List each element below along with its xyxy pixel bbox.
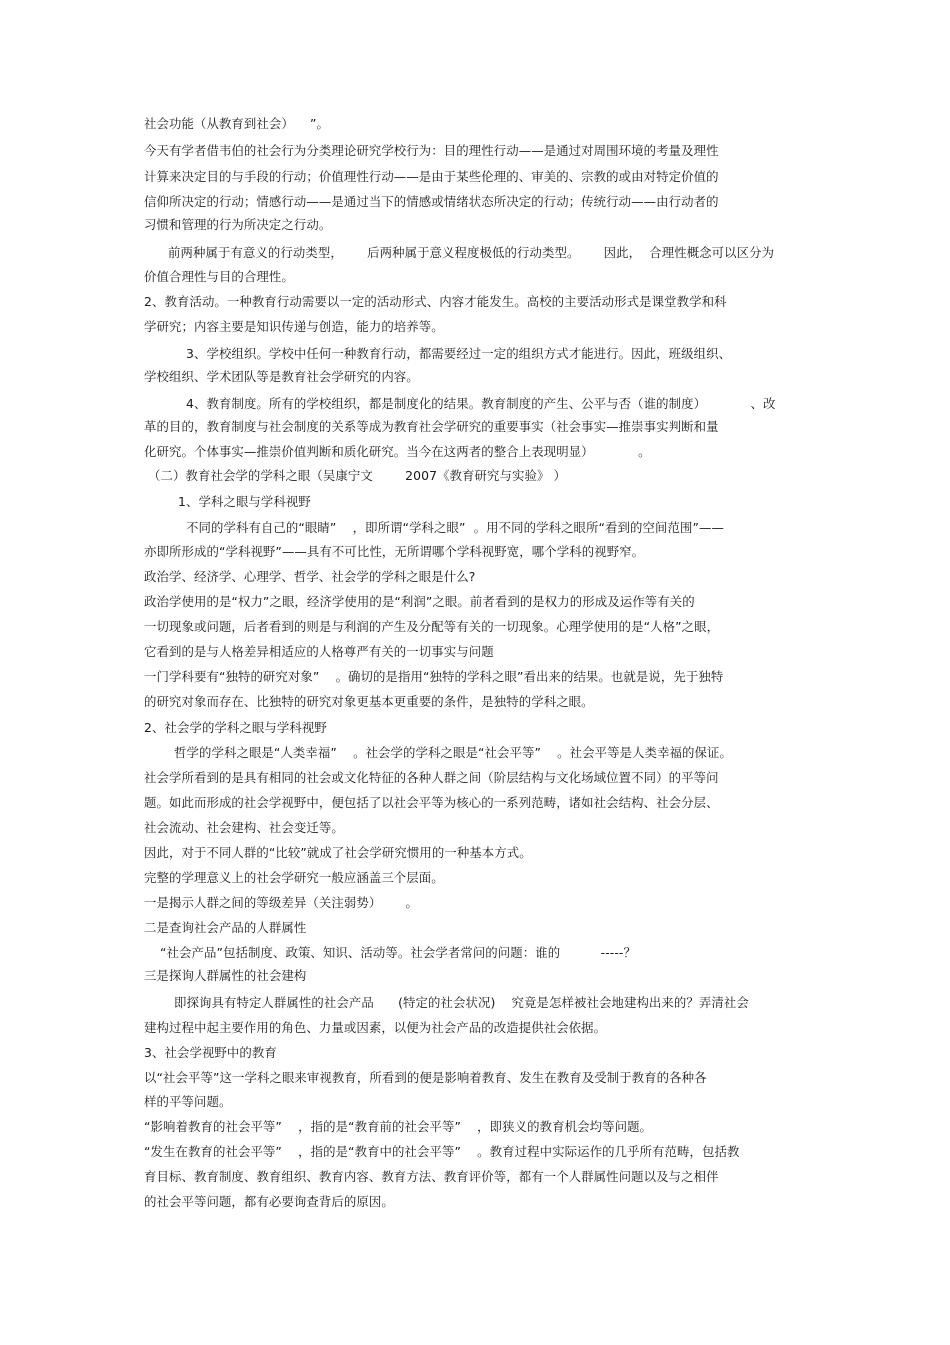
text-line: 不同的学科有自己的“眼睛” ，即所谓“学科之眼” 。用不同的学科之眼所“看到的空间范围”—— — [186, 520, 724, 535]
text-line: 亦即所形成的“学科视野”——具有不可比性，无所谓哪个学科视野宽，哪个学科的视野窄。 — [144, 544, 645, 559]
text-line: 学研究；内容主要是知识传递与创造，能力的培养等。 — [144, 319, 444, 334]
text-line: 题。如此而形成的社会学视野中，便包括了以社会平等为核心的一系列范畴，诸如社会结构、社会分层、 — [144, 795, 719, 810]
text-line: 社会功能（从教育到社会） ”。 — [144, 116, 330, 131]
text-line: 三是探询人群属性的社会建构 — [144, 968, 307, 983]
text-line: 今天有学者借韦伯的社会行为分类理论研究学校行为：目的理性行动——是通过对周围环境的考量及理性 — [144, 143, 719, 158]
text-line: 一是揭示人群之间的等级差异（关注弱势） 。 — [144, 895, 419, 910]
text-line: 政治学使用的是“权力”之眼，经济学使用的是“利润”之眼。前者看到的是权力的形成及运作等有关的 — [144, 594, 695, 609]
subsection-heading: 2、社会学的学科之眼与学科视野 — [144, 720, 327, 735]
text-line: 信仰所决定的行动；情感行动——是通过当下的情感或情绪状态所决定的行动；传统行动——由行动者的 — [144, 194, 719, 209]
text-line: 2、教育活动。一种教育行动需要以一定的活动形式、内容才能发生。高校的主要活动形式是课堂教学和科 — [144, 294, 727, 309]
text-line: 社会流动、社会建构、社会变迁等。 — [144, 820, 344, 835]
text-line: 的研究对象而存在、比独特的研究对象更基本更重要的条件，是独特的学科之眼。 — [144, 694, 594, 709]
text-line: 完整的学理意义上的社会学研究一般应涵盖三个层面。 — [144, 870, 444, 885]
text-line: “社会产品”包括制度、政策、知识、活动等。社会学者常问的问题：谁的 -----？ — [160, 945, 636, 960]
text-line: 政治学、经济学、心理学、哲学、社会学的学科之眼是什么? — [144, 569, 476, 584]
text-line: 4、教育制度。所有的学校组织，都是制度化的结果。教育制度的产生、公平与否（谁的制度） 、改 — [186, 396, 776, 411]
text-line: 价值合理性与目的合理性。 — [144, 269, 294, 284]
text-line: 即探询具有特定人群属性的社会产品 (特定的社会状况) 究竟是怎样被社会地建构出来的？弄清社会 — [174, 995, 749, 1010]
text-line: 哲学的学科之眼是“人类幸福” 。社会学的学科之眼是“社会平等” 。社会平等是人类幸福的保证。 — [174, 745, 733, 760]
subsection-heading: 1、学科之眼与学科视野 — [178, 494, 311, 509]
text-line: 习惯和管理的行为所决定之行动。 — [144, 217, 332, 232]
text-line: “影响着教育的社会平等” ，指的是“教育前的社会平等” ，即狭义的教育机会均等问题。 — [144, 1119, 653, 1134]
text-line: 二是查询社会产品的人群属性 — [144, 920, 307, 935]
text-line: 因此，对于不同人群的“比较”就成了社会学研究惯用的一种基本方式。 — [144, 845, 532, 860]
text-line: 3、学校组织。学校中任何一种教育行动，都需要经过一定的组织方式才能进行。因此，班级组织、 — [186, 346, 732, 361]
text-line: 它看到的是与人格差异相适应的人格尊严有关的一切事实与问题 — [144, 644, 494, 659]
text-line: 革的目的，教育制度与社会制度的关系等成为教育社会学研究的重要事实（社会事实—推崇事实判断和量 — [144, 419, 719, 434]
text-line: 学校组织、学术团队等是教育社会学研究的内容。 — [144, 369, 419, 384]
text-line: 一门学科要有“独特的研究对象” 。确切的是指用“独特的学科之眼”看出来的结果。也就是说，先于独特 — [144, 669, 724, 684]
text-line: 前两种属于有意义的行动类型， 后两种属于意义程度极低的行动类型。 因此， 合理性概念可以区分为 — [168, 245, 775, 260]
text-line: 化研究。个体事实—推崇价值判断和质化研究。当今在这两者的整合上表现明显） 。 — [144, 444, 651, 459]
text-line: 的社会平等问题，都有必要询查背后的原因。 — [144, 1194, 394, 1209]
text-line: “发生在教育的社会平等” ，指的是“教育中的社会平等” 。教育过程中实际运作的几乎所有范畴，包括教 — [144, 1144, 740, 1159]
text-line: 计算来决定目的与手段的行动；价值理性行动——是由于某些伦理的、审美的、宗教的或由对特定价值的 — [144, 169, 719, 184]
section-heading: （二）教育社会学的学科之眼（吴康宁文 2007《教育研究与实验》 ） — [148, 468, 567, 483]
subsection-heading: 3、社会学视野中的教育 — [144, 1045, 277, 1060]
text-line: 以“社会平等”这一学科之眼来审视教育，所看到的便是影响着教育、发生在教育及受制于教育的各种各 — [144, 1070, 707, 1085]
text-line: 一切现象或问题，后者看到的则是与利润的产生及分配等有关的一切现象。心理学使用的是“人格”之眼， — [144, 619, 720, 634]
text-line: 育目标、教育制度、教育组织、教育内容、教育方法、教育评价等，都有一个人群属性问题以及与之相伴 — [144, 1169, 719, 1184]
text-line: 社会学所看到的是具有相同的社会或文化特征的各种人群之间（阶层结构与文化场域位置不同）的平等问 — [144, 770, 719, 785]
text-line: 建构过程中起主要作用的角色、力量或因素，以便为社会产品的改造提供社会依据。 — [144, 1020, 607, 1035]
text-line: 样的平等问题。 — [144, 1094, 232, 1109]
